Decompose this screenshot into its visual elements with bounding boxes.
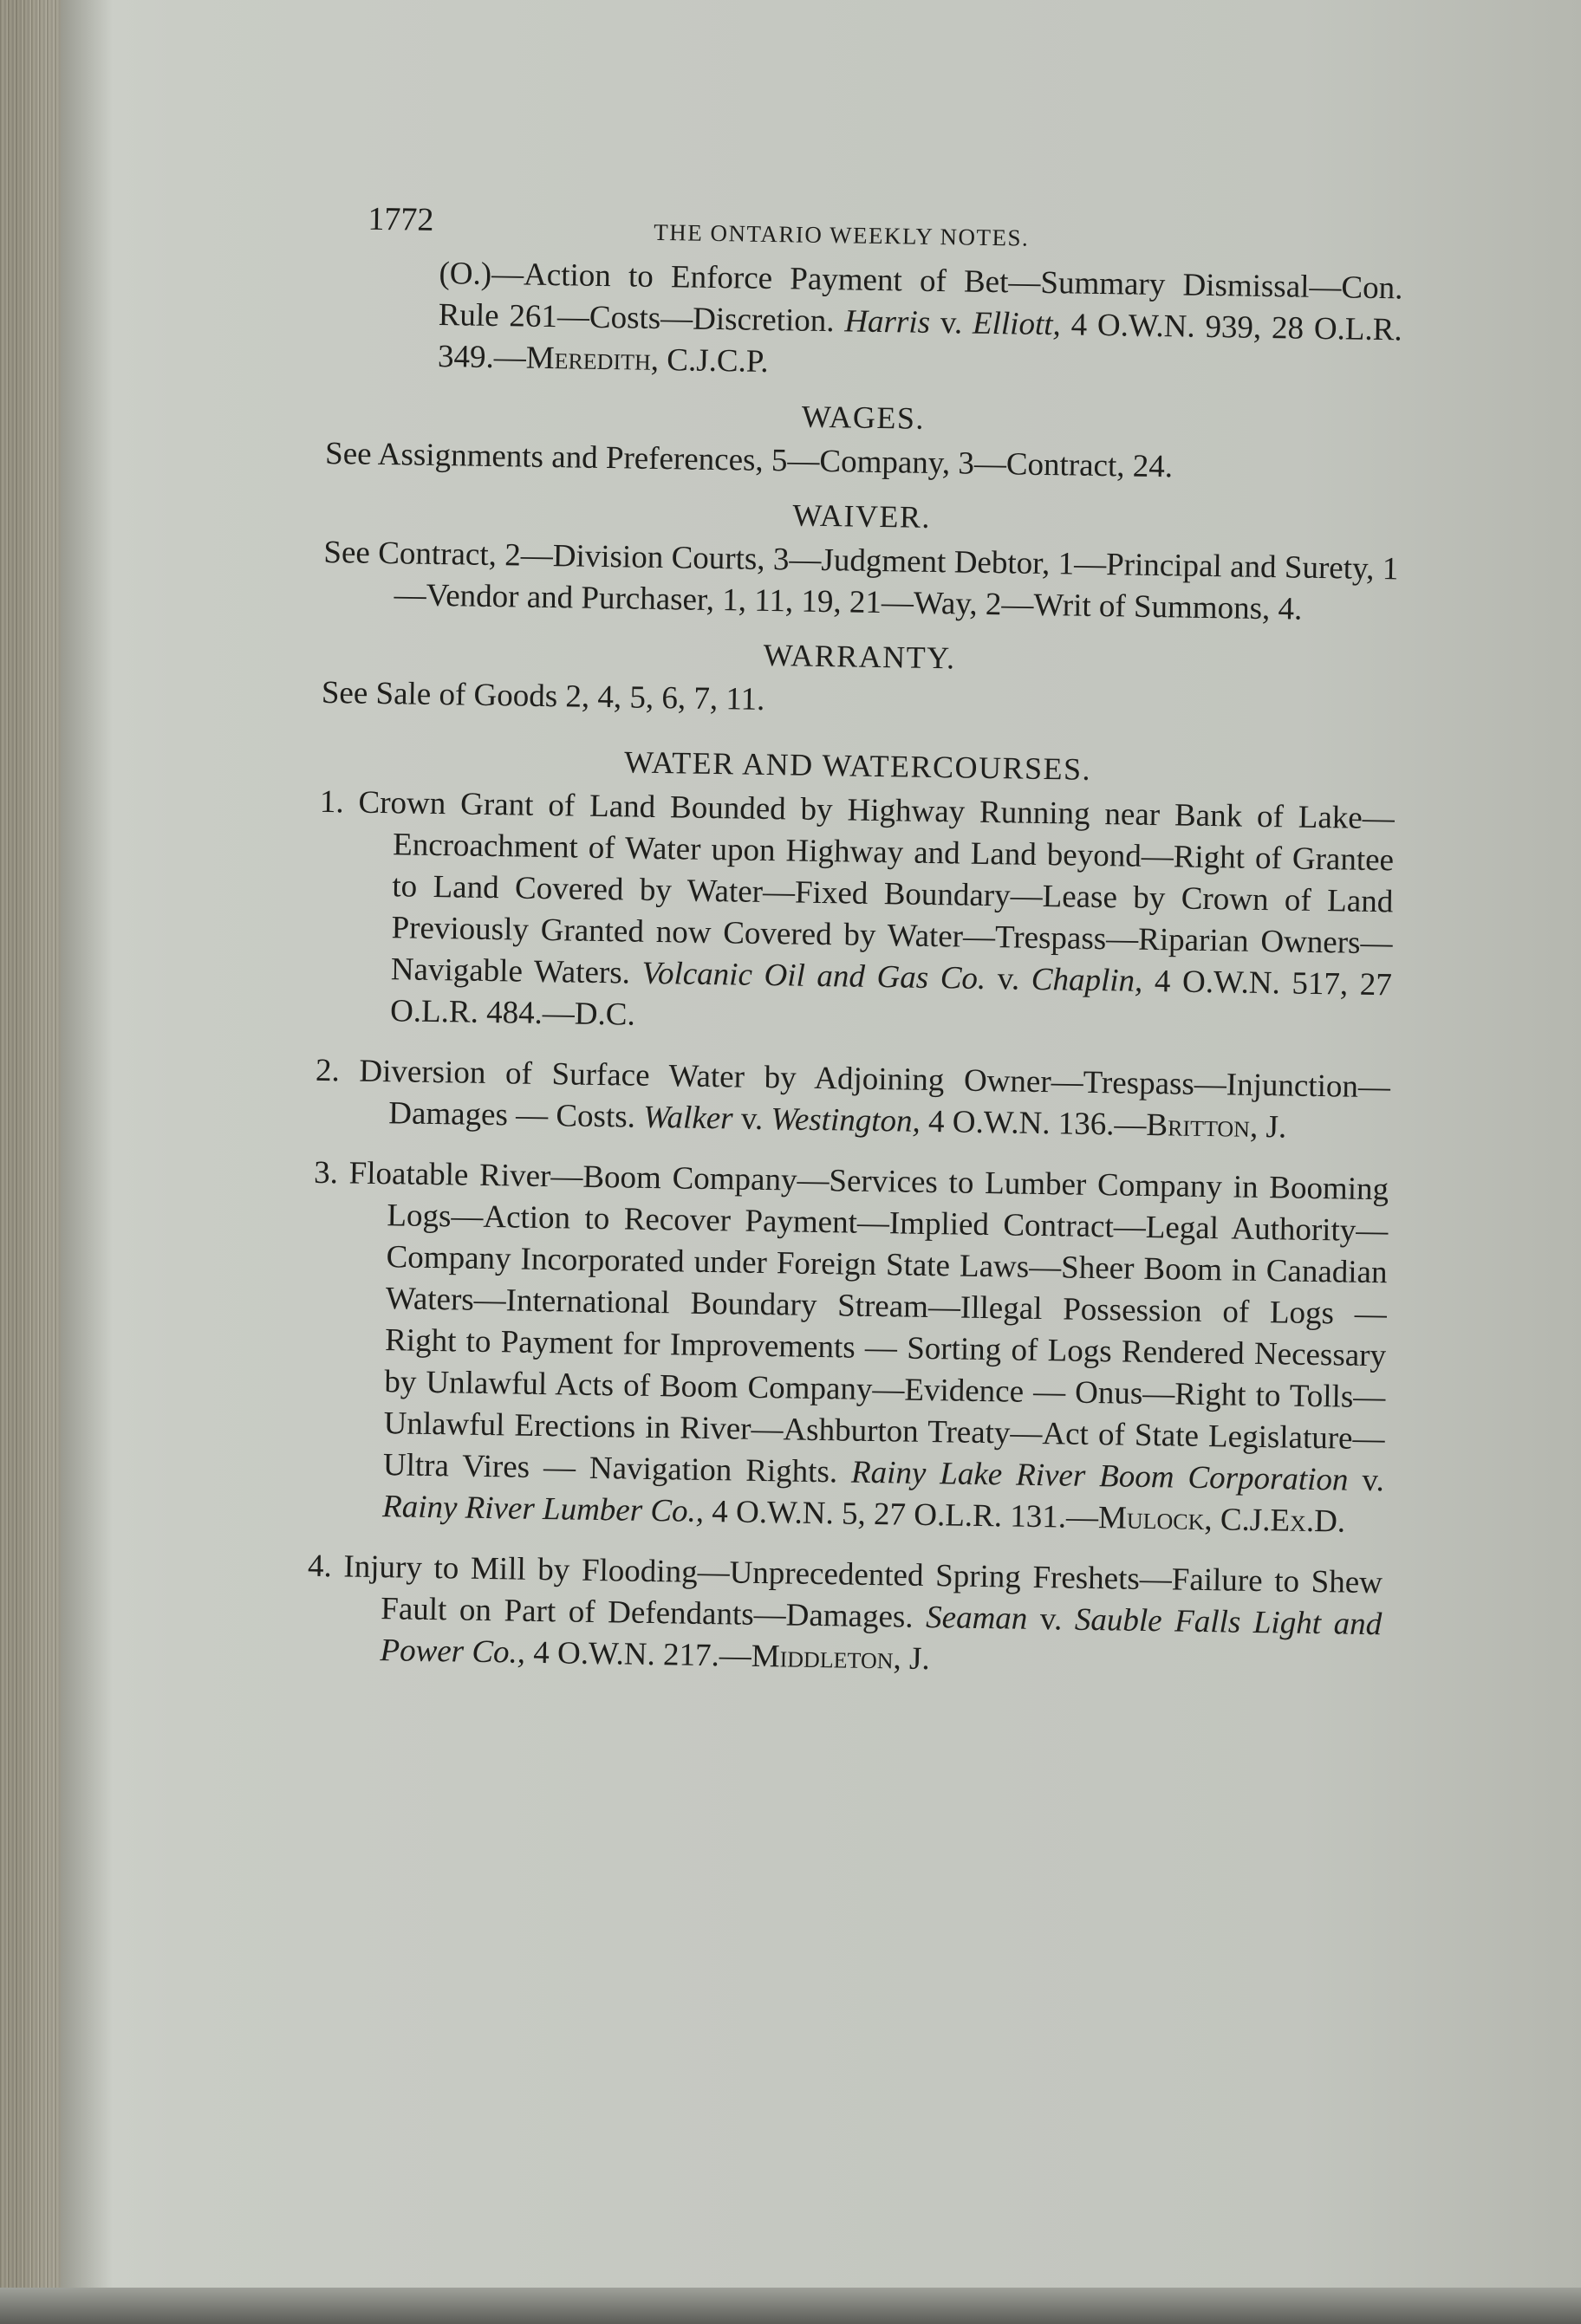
water-entry-3 bbox=[309, 1152, 1389, 1543]
case-name-defendant: Rainy River Lumber Co., bbox=[381, 1489, 705, 1529]
entry-text: Crown Grant of Land Bounded by Highway Running near Bank of Lake—Encroachment of Water upon Highway and Land beyond—Right of Grantee to Land Covered by Water—Fixed Boundary—Lease by Crown of Land Previously Granted now Covered by Water—Trespass—Riparian Owners—Navigable Waters. bbox=[343, 784, 1396, 991]
entry-text: Floatable River—Boom Company—Services to Lumber Company in Booming Logs—Action to Recover Payment—Implied Contract—Legal Authority—Company Incorporated under Foreign State Laws—Sheer Boom in Canadian Waters—International Boundary Stream—Illegal Possession of Logs — Right to Payment for Improvements — Sorting of Logs Rendered Necessary by Unlawful Acts of Boom Company—Evidence — Onus—Right to Tolls—Unlawful Erections in River—Ashburton Treaty—Act of State Legislature—Ultra Vires — Navigation Rights. bbox=[337, 1155, 1389, 1490]
heading-wages: WAGES. bbox=[801, 399, 926, 436]
gutter-shadow bbox=[61, 0, 113, 2324]
continued-entry bbox=[327, 251, 1403, 393]
entry-number: 4. bbox=[307, 1548, 333, 1585]
heading-water-and-watercourses: WATER AND WATERCOURSES. bbox=[623, 744, 1092, 787]
water-entry-1 bbox=[316, 782, 1395, 1048]
running-title: THE ONTARIO WEEKLY NOTES. bbox=[654, 218, 1030, 251]
case-versus: v. bbox=[985, 961, 1032, 997]
case-versus: v. bbox=[732, 1100, 771, 1138]
judge-name: Meredith, C.J.C.P. bbox=[525, 340, 769, 380]
case-name-plaintiff: Walker bbox=[642, 1099, 733, 1137]
case-citation: 4 O.W.N. 939, 28 O.L.R. 349.— bbox=[437, 307, 1402, 376]
case-name-plaintiff: Volcanic Oil and Gas Co. bbox=[641, 955, 986, 997]
case-versus: v. bbox=[929, 304, 973, 341]
water-entry-2 bbox=[315, 1050, 1390, 1150]
judge-name: Mulock, C.J.Ex.D. bbox=[1097, 1500, 1346, 1540]
water-entry-4 bbox=[306, 1546, 1383, 1687]
wages-cross-reference: See Assignments and Preferences, 5—Company, 3—Contract, 24. bbox=[324, 435, 1174, 485]
page-number: 1772 bbox=[368, 200, 434, 238]
case-versus: v. bbox=[1348, 1462, 1385, 1499]
entry-number: 3. bbox=[313, 1154, 339, 1191]
case-name-plaintiff: Rainy Lake River Boom Corporation bbox=[850, 1454, 1349, 1498]
page-content bbox=[306, 191, 1404, 1706]
entry-text: Diversion of Surface Water by Adjoining Owner—Trespass—Injunction—Damages — Costs. bbox=[339, 1053, 1391, 1135]
running-head bbox=[329, 191, 1404, 259]
scan-bottom-edge bbox=[0, 2288, 1581, 2324]
entry-number: 2. bbox=[315, 1052, 341, 1089]
case-name-defendant: Chaplin, bbox=[1031, 961, 1143, 999]
entry-number: 1. bbox=[319, 783, 344, 821]
case-citation: 4 O.W.N. 217.— bbox=[524, 1634, 752, 1674]
case-citation: 4 O.W.N. 136.— bbox=[920, 1103, 1147, 1143]
heading-waiver: WAIVER. bbox=[792, 497, 932, 535]
case-citation: 4 O.W.N. 5, 27 O.L.R. 131.— bbox=[703, 1493, 1099, 1536]
case-citation: 4 O.W.N. 517, 27 O.L.R. 484.—D.C. bbox=[389, 963, 1393, 1033]
continued-entry-text: (O.)—Action to Enforce Payment of Bet—Summary Dismissal—Con. Rule 261—Costs—Discretion. bbox=[438, 256, 1403, 340]
waiver-cross-reference: See Contract, 2—Division Courts, 3—Judgment Debtor, 1—Principal and Surety, 1—Vendor and Purchaser, 1, 11, 19, 21—Way, 2—Writ of Summons, 4. bbox=[323, 534, 1399, 627]
heading-warranty: WARRANTY. bbox=[763, 637, 956, 676]
judge-name: Britton, J. bbox=[1146, 1107, 1287, 1146]
book-page-edges bbox=[0, 0, 61, 2324]
warranty-cross-reference: See Sale of Goods 2, 4, 5, 6, 7, 11. bbox=[321, 674, 765, 717]
case-name-defendant: Sauble Falls Light and Power Co., bbox=[380, 1601, 1383, 1671]
case-versus: v. bbox=[1027, 1600, 1076, 1638]
case-name-defendant: Westington, bbox=[771, 1101, 921, 1139]
case-name-plaintiff: Harris bbox=[844, 303, 931, 341]
case-name-defendant: Elliott, bbox=[972, 305, 1062, 343]
entry-text: Injury to Mill by Flooding—Unprecedented Spring Freshets—Failure to Shew Fault on Part of Defendants—Damages. bbox=[331, 1548, 1383, 1636]
judge-name: Middleton, J. bbox=[751, 1638, 931, 1678]
case-name-plaintiff: Seaman bbox=[925, 1600, 1028, 1637]
